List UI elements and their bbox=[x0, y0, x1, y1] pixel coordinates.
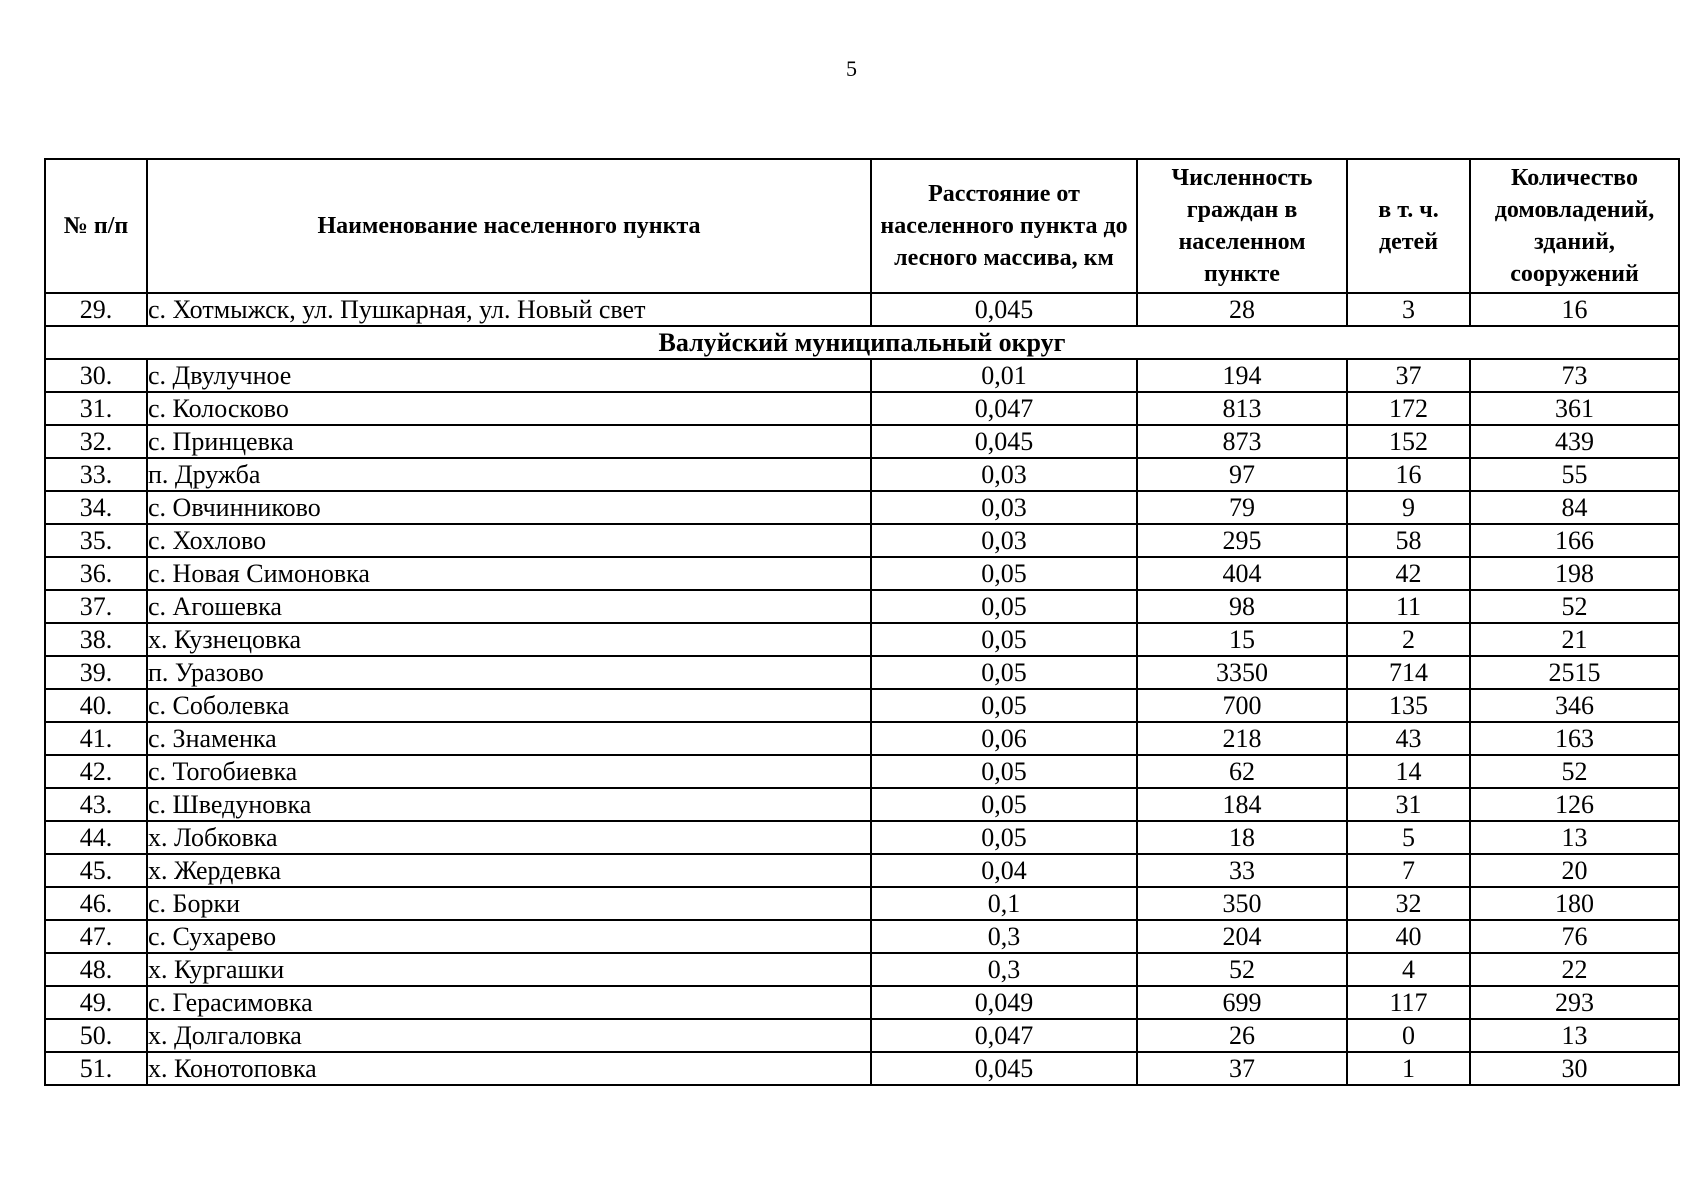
cell-name: п. Дружба bbox=[147, 458, 871, 491]
table-row bbox=[45, 986, 1679, 1019]
cell-name: х. Конотоповка bbox=[147, 1052, 871, 1085]
table-row bbox=[45, 1052, 1679, 1085]
cell-distance: 0,05 bbox=[871, 755, 1137, 788]
cell-name: с. Тогобиевка bbox=[147, 755, 871, 788]
cell-num: 48. bbox=[45, 953, 147, 986]
header-num: № п/п bbox=[45, 159, 147, 293]
cell-children: 152 bbox=[1347, 425, 1470, 458]
header-name: Наименование населенного пункта bbox=[147, 159, 871, 293]
cell-num: 40. bbox=[45, 689, 147, 722]
cell-children: 0 bbox=[1347, 1019, 1470, 1052]
cell-name: с. Сухарево bbox=[147, 920, 871, 953]
cell-distance: 0,045 bbox=[871, 293, 1137, 326]
cell-num: 36. bbox=[45, 557, 147, 590]
cell-population: 699 bbox=[1137, 986, 1347, 1019]
cell-name: х. Кузнецовка bbox=[147, 623, 871, 656]
cell-buildings: 293 bbox=[1470, 986, 1679, 1019]
cell-distance: 0,05 bbox=[871, 557, 1137, 590]
cell-distance: 0,01 bbox=[871, 359, 1137, 392]
cell-num: 49. bbox=[45, 986, 147, 1019]
table-row bbox=[45, 458, 1679, 491]
cell-name: с. Двулучное bbox=[147, 359, 871, 392]
cell-num: 50. bbox=[45, 1019, 147, 1052]
cell-population: 26 bbox=[1137, 1019, 1347, 1052]
cell-population: 350 bbox=[1137, 887, 1347, 920]
cell-population: 52 bbox=[1137, 953, 1347, 986]
cell-population: 37 bbox=[1137, 1052, 1347, 1085]
cell-buildings: 84 bbox=[1470, 491, 1679, 524]
cell-children: 58 bbox=[1347, 524, 1470, 557]
cell-buildings: 2515 bbox=[1470, 656, 1679, 689]
cell-distance: 0,05 bbox=[871, 623, 1137, 656]
cell-children: 32 bbox=[1347, 887, 1470, 920]
cell-buildings: 346 bbox=[1470, 689, 1679, 722]
table-row bbox=[45, 920, 1679, 953]
cell-children: 1 bbox=[1347, 1052, 1470, 1085]
cell-population: 204 bbox=[1137, 920, 1347, 953]
cell-num: 41. bbox=[45, 722, 147, 755]
cell-distance: 0,04 bbox=[871, 854, 1137, 887]
cell-distance: 0,047 bbox=[871, 1019, 1137, 1052]
table-row bbox=[45, 689, 1679, 722]
cell-distance: 0,049 bbox=[871, 986, 1137, 1019]
cell-buildings: 361 bbox=[1470, 392, 1679, 425]
cell-children: 31 bbox=[1347, 788, 1470, 821]
cell-name: х. Лобковка bbox=[147, 821, 871, 854]
cell-population: 3350 bbox=[1137, 656, 1347, 689]
cell-children: 4 bbox=[1347, 953, 1470, 986]
cell-name: с. Хотмыжск, ул. Пушкарная, ул. Новый свет bbox=[147, 293, 871, 326]
cell-name: х. Долгаловка bbox=[147, 1019, 871, 1052]
settlements-table bbox=[44, 158, 1680, 1086]
cell-population: 97 bbox=[1137, 458, 1347, 491]
table-row bbox=[45, 557, 1679, 590]
cell-children: 42 bbox=[1347, 557, 1470, 590]
cell-name: с. Агошевка bbox=[147, 590, 871, 623]
cell-children: 117 bbox=[1347, 986, 1470, 1019]
cell-population: 33 bbox=[1137, 854, 1347, 887]
cell-children: 7 bbox=[1347, 854, 1470, 887]
cell-name: с. Соболевка bbox=[147, 689, 871, 722]
cell-num: 35. bbox=[45, 524, 147, 557]
cell-distance: 0,03 bbox=[871, 491, 1137, 524]
cell-buildings: 21 bbox=[1470, 623, 1679, 656]
cell-name: с. Принцевка bbox=[147, 425, 871, 458]
table-row bbox=[45, 821, 1679, 854]
group-title: Валуйский муниципальный округ bbox=[45, 326, 1679, 359]
cell-population: 873 bbox=[1137, 425, 1347, 458]
cell-population: 813 bbox=[1137, 392, 1347, 425]
cell-num: 46. bbox=[45, 887, 147, 920]
cell-distance: 0,05 bbox=[871, 788, 1137, 821]
table-row bbox=[45, 293, 1679, 326]
cell-distance: 0,05 bbox=[871, 656, 1137, 689]
cell-name: с. Герасимовка bbox=[147, 986, 871, 1019]
table-row bbox=[45, 590, 1679, 623]
header-population: Численность граждан в населенном пункте bbox=[1137, 159, 1347, 293]
cell-children: 2 bbox=[1347, 623, 1470, 656]
cell-buildings: 180 bbox=[1470, 887, 1679, 920]
cell-num: 34. bbox=[45, 491, 147, 524]
table-row bbox=[45, 359, 1679, 392]
cell-name: с. Борки bbox=[147, 887, 871, 920]
header-children: в т. ч. детей bbox=[1347, 159, 1470, 293]
cell-buildings: 166 bbox=[1470, 524, 1679, 557]
cell-name: с. Шведуновка bbox=[147, 788, 871, 821]
cell-children: 16 bbox=[1347, 458, 1470, 491]
cell-num: 33. bbox=[45, 458, 147, 491]
cell-num: 31. bbox=[45, 392, 147, 425]
cell-name: с. Овчинниково bbox=[147, 491, 871, 524]
cell-buildings: 55 bbox=[1470, 458, 1679, 491]
cell-buildings: 126 bbox=[1470, 788, 1679, 821]
cell-population: 700 bbox=[1137, 689, 1347, 722]
page-number: 5 bbox=[846, 56, 857, 81]
cell-num: 44. bbox=[45, 821, 147, 854]
table-row bbox=[45, 953, 1679, 986]
cell-num: 45. bbox=[45, 854, 147, 887]
cell-population: 295 bbox=[1137, 524, 1347, 557]
cell-num: 39. bbox=[45, 656, 147, 689]
table-header-row bbox=[45, 159, 1679, 293]
cell-buildings: 16 bbox=[1470, 293, 1679, 326]
cell-population: 15 bbox=[1137, 623, 1347, 656]
cell-num: 51. bbox=[45, 1052, 147, 1085]
cell-population: 62 bbox=[1137, 755, 1347, 788]
cell-children: 172 bbox=[1347, 392, 1470, 425]
table-row bbox=[45, 887, 1679, 920]
cell-num: 47. bbox=[45, 920, 147, 953]
group-row bbox=[45, 326, 1679, 359]
cell-distance: 0,03 bbox=[871, 458, 1137, 491]
cell-distance: 0,05 bbox=[871, 689, 1137, 722]
cell-population: 194 bbox=[1137, 359, 1347, 392]
cell-distance: 0,05 bbox=[871, 590, 1137, 623]
cell-buildings: 20 bbox=[1470, 854, 1679, 887]
cell-children: 11 bbox=[1347, 590, 1470, 623]
cell-buildings: 13 bbox=[1470, 821, 1679, 854]
cell-buildings: 198 bbox=[1470, 557, 1679, 590]
cell-name: с. Колосково bbox=[147, 392, 871, 425]
cell-distance: 0,3 bbox=[871, 953, 1137, 986]
cell-children: 43 bbox=[1347, 722, 1470, 755]
header-buildings: Количество домовладений, зданий, сооружений bbox=[1470, 159, 1679, 293]
cell-children: 3 bbox=[1347, 293, 1470, 326]
table-row bbox=[45, 755, 1679, 788]
cell-buildings: 439 bbox=[1470, 425, 1679, 458]
cell-population: 184 bbox=[1137, 788, 1347, 821]
cell-buildings: 73 bbox=[1470, 359, 1679, 392]
cell-children: 37 bbox=[1347, 359, 1470, 392]
cell-buildings: 76 bbox=[1470, 920, 1679, 953]
table-row bbox=[45, 392, 1679, 425]
cell-distance: 0,06 bbox=[871, 722, 1137, 755]
cell-distance: 0,045 bbox=[871, 1052, 1137, 1085]
cell-name: с. Хохлово bbox=[147, 524, 871, 557]
cell-num: 29. bbox=[45, 293, 147, 326]
cell-name: х. Кургашки bbox=[147, 953, 871, 986]
cell-num: 30. bbox=[45, 359, 147, 392]
cell-buildings: 22 bbox=[1470, 953, 1679, 986]
cell-children: 714 bbox=[1347, 656, 1470, 689]
cell-population: 218 bbox=[1137, 722, 1347, 755]
cell-name: с. Знаменка bbox=[147, 722, 871, 755]
cell-num: 37. bbox=[45, 590, 147, 623]
table-row bbox=[45, 425, 1679, 458]
cell-children: 135 bbox=[1347, 689, 1470, 722]
cell-num: 32. bbox=[45, 425, 147, 458]
cell-population: 18 bbox=[1137, 821, 1347, 854]
table-row bbox=[45, 1019, 1679, 1052]
cell-buildings: 52 bbox=[1470, 755, 1679, 788]
cell-name: с. Новая Симоновка bbox=[147, 557, 871, 590]
cell-distance: 0,047 bbox=[871, 392, 1137, 425]
table-row bbox=[45, 623, 1679, 656]
cell-children: 40 bbox=[1347, 920, 1470, 953]
cell-distance: 0,03 bbox=[871, 524, 1137, 557]
cell-buildings: 30 bbox=[1470, 1052, 1679, 1085]
cell-children: 14 bbox=[1347, 755, 1470, 788]
cell-buildings: 13 bbox=[1470, 1019, 1679, 1052]
table-row bbox=[45, 722, 1679, 755]
cell-distance: 0,1 bbox=[871, 887, 1137, 920]
cell-num: 38. bbox=[45, 623, 147, 656]
cell-population: 79 bbox=[1137, 491, 1347, 524]
cell-population: 404 bbox=[1137, 557, 1347, 590]
cell-distance: 0,045 bbox=[871, 425, 1137, 458]
cell-distance: 0,05 bbox=[871, 821, 1137, 854]
table-row bbox=[45, 524, 1679, 557]
table-row bbox=[45, 656, 1679, 689]
cell-population: 98 bbox=[1137, 590, 1347, 623]
table-row bbox=[45, 854, 1679, 887]
header-distance: Расстояние от населенного пункта до лесного массива, км bbox=[871, 159, 1137, 293]
cell-distance: 0,3 bbox=[871, 920, 1137, 953]
cell-name: х. Жердевка bbox=[147, 854, 871, 887]
cell-num: 42. bbox=[45, 755, 147, 788]
cell-population: 28 bbox=[1137, 293, 1347, 326]
table-row bbox=[45, 491, 1679, 524]
cell-children: 5 bbox=[1347, 821, 1470, 854]
cell-num: 43. bbox=[45, 788, 147, 821]
table-row bbox=[45, 788, 1679, 821]
cell-buildings: 163 bbox=[1470, 722, 1679, 755]
cell-name: п. Уразово bbox=[147, 656, 871, 689]
cell-buildings: 52 bbox=[1470, 590, 1679, 623]
cell-children: 9 bbox=[1347, 491, 1470, 524]
